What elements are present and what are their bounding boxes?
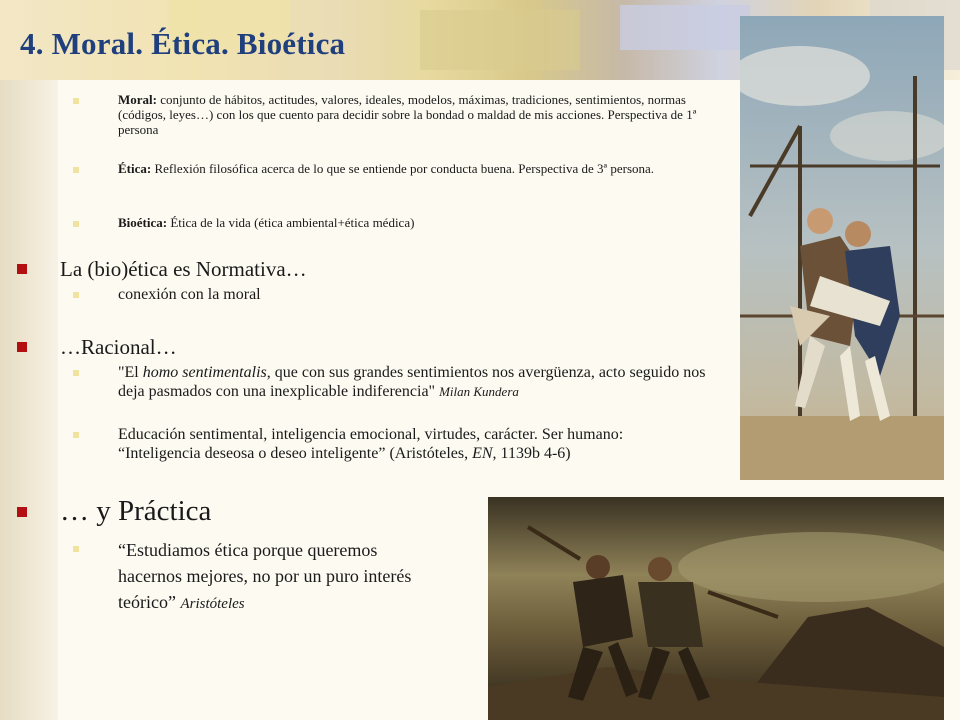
quote-rest: , que con sus grandes sentimientos nos avergüenza, acto seguido nos deja pasmados con una inexplicable indiferencia" — [118, 364, 706, 400]
band-swatch — [620, 5, 750, 50]
education-en: EN — [472, 445, 493, 462]
painting-wounded-mason-image — [740, 16, 944, 480]
bullet-large — [17, 342, 27, 352]
painting-cudgel-fight — [488, 497, 944, 720]
slide-title: 4. Moral. Ética. Bioética — [20, 26, 346, 61]
education-line2b: , 1139b 4-6) — [492, 445, 571, 462]
aristoteles-quote — [118, 537, 438, 617]
practica-heading: … y Práctica — [60, 495, 212, 527]
education-point — [118, 425, 728, 463]
quote-open: "El — [118, 364, 143, 381]
definition-term: Moral: — [118, 92, 157, 107]
painting-cudgel-fight-image — [488, 497, 944, 720]
kundera-quote — [118, 363, 723, 401]
racional-heading: …Racional… — [60, 335, 177, 359]
practica-quote-author: Aristóteles — [180, 596, 245, 612]
bullet-square — [73, 432, 79, 438]
normativa-subpoint: conexión con la moral — [118, 286, 261, 303]
bullet-square — [73, 98, 79, 104]
definition-etica — [118, 161, 718, 176]
definition-term: Bioética: — [118, 215, 168, 230]
bullet-square — [73, 370, 79, 376]
bullet-large — [17, 507, 27, 517]
painting-wounded-mason — [740, 16, 944, 480]
bullet-square — [73, 221, 79, 227]
quote-italic: homo sentimentalis — [142, 364, 267, 381]
definition-text: Reflexión filosófica acerca de lo que se entiende por conducta buena. Perspectiva de 3ª persona. — [151, 161, 655, 176]
education-line1: Educación sentimental, inteligencia emocional, virtudes, carácter. Ser humano: — [118, 426, 624, 443]
practica-quote-text: “Estudiamos ética porque queremos hacernos mejores, no por un puro interés teórico” — [118, 540, 412, 612]
education-line2a: “Inteligencia deseosa o deseo inteligente” (Aristóteles, — [118, 445, 473, 462]
definition-text: conjunto de hábitos, actitudes, valores, ideales, modelos, máximas, tradiciones, sentimientos, normas (códigos, leyes…) con los que cuento para decidir sobre la bondad o maldad de mis acciones. Perspectiva de 1ª persona — [118, 92, 697, 137]
bullet-square — [73, 167, 79, 173]
definition-term: Ética: — [118, 161, 152, 176]
band-swatch — [420, 10, 580, 70]
left-decorative-band — [0, 0, 58, 720]
definition-moral — [118, 92, 718, 137]
quote-author: Milan Kundera — [439, 384, 519, 399]
definition-bioetica — [118, 215, 718, 230]
bullet-square — [73, 546, 79, 552]
bullet-square — [73, 292, 79, 298]
bullet-large — [17, 264, 27, 274]
normativa-heading: La (bio)ética es Normativa… — [60, 257, 307, 281]
definition-text: Ética de la vida (ética ambiental+ética médica) — [167, 215, 415, 230]
